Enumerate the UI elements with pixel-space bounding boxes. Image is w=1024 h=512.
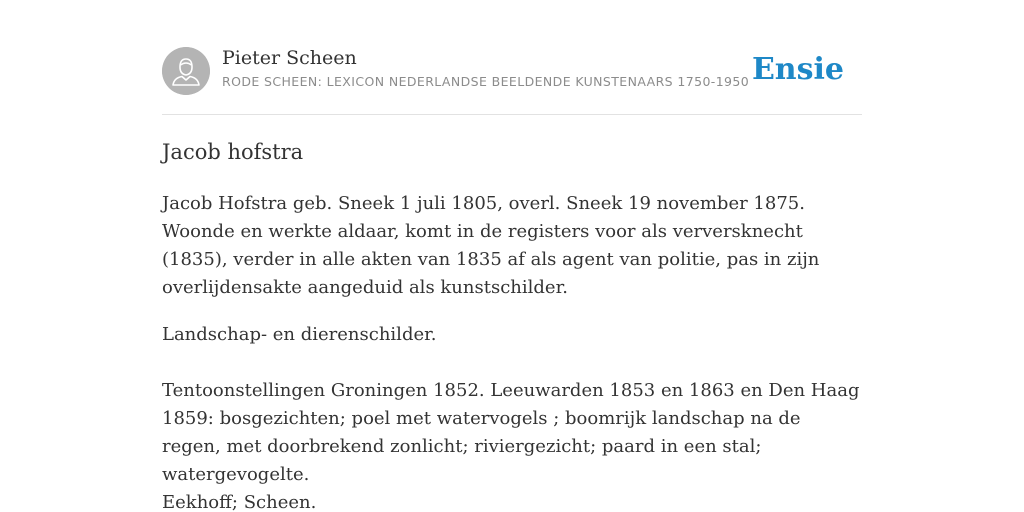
source-title[interactable]: RODE SCHEEN: LEXICON NEDERLANDSE BEELDENDE KUNSTENAARS 1750-1950 [222,74,750,89]
user-avatar-icon[interactable] [162,47,210,95]
article-paragraph: Landschap- en dierenschilder. [162,324,437,345]
article-paragraph: Tentoonstellingen Groningen 1852. Leeuwarden 1853 en 1863 en Den Haag 1859: bosgezichten; poel met watervogels ; boomrijk landschap na de regen, met doorbrekend zonlicht; riviergezicht; paard in een stal; watergevogelte. [162,380,860,485]
article-title: Jacob hofstra [162,140,304,164]
ensie-logo[interactable]: Ensie [751,52,844,87]
article-header [162,46,862,115]
article-paragraph: Jacob Hofstra geb. Sneek 1 juli 1805, overl. Sneek 19 november 1875. Woonde en werkte aldaar, komt in de registers voor als verversknecht (1835), verder in alle akten van 1835 af als agent van politie, pas in zijn overlijdensakte aangeduid als kunstschilder. [162,193,820,298]
article-paragraph: Eekhoff; Scheen. [162,492,317,512]
author-name[interactable]: Pieter Scheen [222,47,357,69]
